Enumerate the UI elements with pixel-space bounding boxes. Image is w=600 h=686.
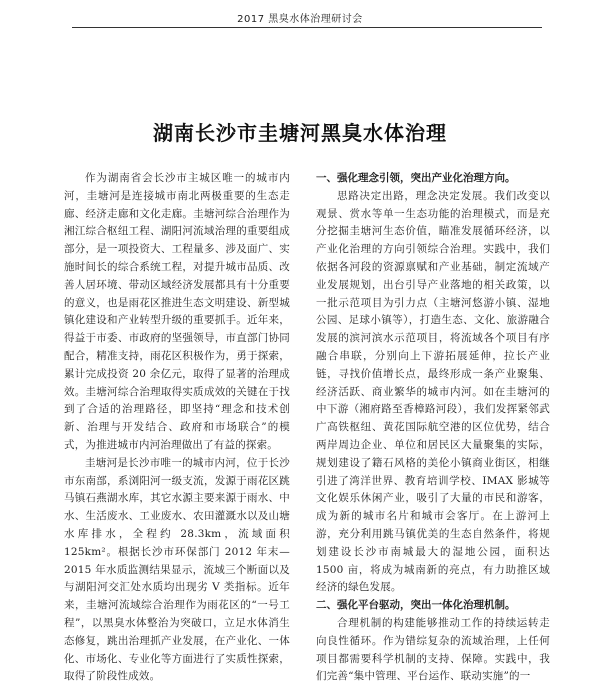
- running-header: 2017 黑臭水体治理研讨会: [237, 14, 363, 25]
- body-paragraph: 圭塘河是长沙市唯一的城市内河，位于长沙市东南部，系浏阳河一级支流，发源于雨花区跳马镇石燕湖水库，其它水源主要来源于雨水、中水、生活废水、工业废水、农田灌溉水以及山塘水库排水，全程约 28.3km，流域面积 125km²。根据长沙市环保部门 2012 年末—2015 年水质监测结果显示，流域三个断面以及与湖阳河交汇处水质均出现劣 V 类指标。近年来，圭塘河流域综合治理作为雨花区的“一号工程”，以黑臭水体整治为突破口，立足水体消生态修复，跳出治理抓产业发展，在产业化、一体化、市场化、专业化等方面进行了实质性探索，取得了阶段性成效。: [64, 456, 290, 683]
- body-paragraph: 作为湖南省会长沙市主城区唯一的城市内河，圭塘河是连接城市南北两极重要的生态走廊、经济走廊和文化走廊。圭塘河综合治理作为湘江综合枢纽工程、湖阳河流域治理的重要组成部分，是一项投资大、工程量多、涉及面广、实施时间长的综合系统工程，对提升城市品质、改善人居环境、带动区域经济发展都具有十分重要的意义，也是雨花区推进生态文明建设、新型城镇化建设和产业转型升级的重要抓手。近年来，得益于市委、市政府的坚强领导，市直部门协同配合，精准支持，雨花区积极作为，勇于探索，累计完成投资 20 余亿元，取得了显著的治理成效。圭塘河综合治理取得实质成效的关键在于找到了合适的治理路径，即坚持“理念和技术创新、治理与开发结合、政府和市场联合”的模式，为推进城市内河治理做出了有益的探索。: [64, 172, 290, 451]
- body-paragraph: 合理机制的构建能够推动工作的持续运转走向良性循环。作为错综复杂的流域治理，上任何项目都需要科学机制的支持、保障。实践中，我们完善“集中管理、平台运作、联动实施”的一: [316, 616, 550, 683]
- header-rule: [72, 27, 542, 28]
- section-heading: 二、强化平台驱动，突出一体化治理机制。: [316, 599, 516, 612]
- right-column: [316, 170, 550, 686]
- body-paragraph: 思路决定出路，理念决定发展。我们改变以观景、赏水等单一生态功能的治理模式，而是充分挖掘圭塘河生态价值，瞄准发展循环经济，以产业化治理的方向引领综合治理。实践中，我们依据各河段的资源禀赋和产业基础，制定流域产业发展规划，出台引导产业落地的相关政策，以一批示范项目为引力点（主塘河悠游小镇、湿地公园、足球小镇等），打造生态、文化、旅游融合发展的滨河滨水示范项目，将流域各个项目有序融合串联，分别向上下游拓展延伸，拉长产业链，寻找价值增长点，最终形成一条产业聚集、经济活跃、商业繁华的城市内河。如在圭塘河的中下游（湘府路至香樟路河段），我们发挥紧邻武广高铁枢纽、黄花国际航空港的区位优势，结合两岸周边企业、单位和居民区大量聚集的实际，规划建设了籍石风格的美伦小镇商业街区，相继引进了湾洋世界、教育培训学校、IMAX 影城等文化娱乐休闲产业，吸引了大量的市民和游客，成为新的城市名片和城市会客厅。在上游河上游，充分利用跳马镇优美的生态自然条件，将规划建设长沙市南城最大的湿地公园，面积达 1500 亩，将成为城南新的亮点，有力助推区域经济的绿色发展。: [316, 189, 550, 594]
- left-column: [64, 170, 290, 686]
- article-title: 湖南长沙市圭塘河黑臭水体治理: [153, 121, 447, 145]
- section-heading: 一、强化理念引领，突出产业化治理方向。: [316, 172, 516, 184]
